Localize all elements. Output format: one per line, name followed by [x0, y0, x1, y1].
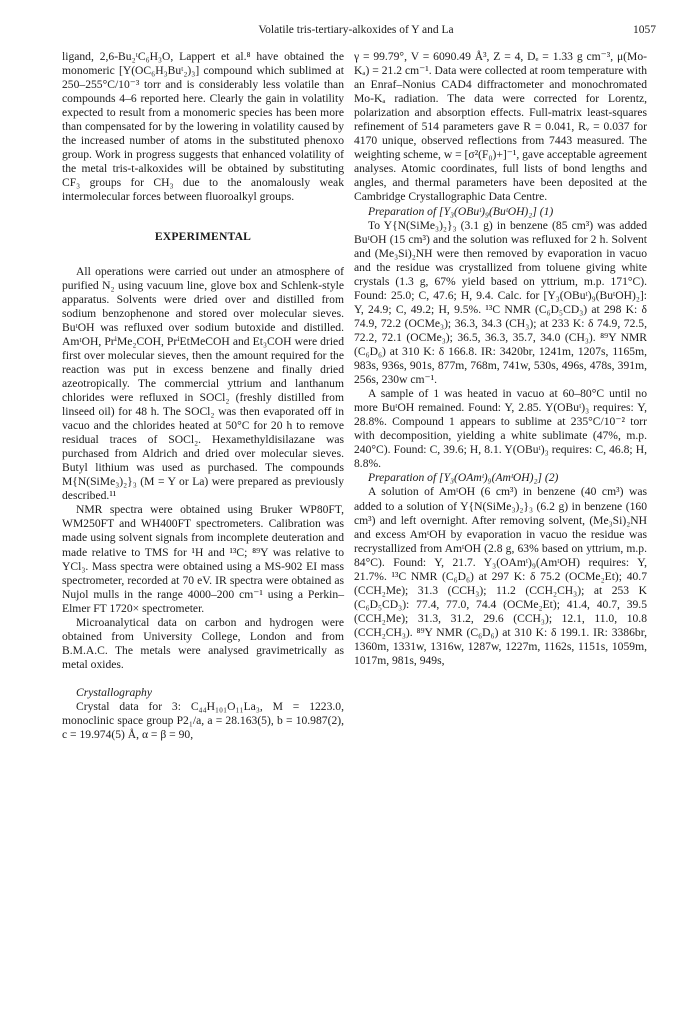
page-number: 1057	[633, 24, 656, 36]
experimental-paragraph-3: Microanalytical data on carbon and hydrogen were obtained from University College, London and from B.M.A.C. The metals were analysed gravimetrically as metal oxides.	[62, 615, 344, 671]
right-column	[354, 50, 647, 668]
preparation-1-paragraph-2: A sample of 1 was heated in vacuo at 60–80°C until no more BuᵗOH remained. Found: Y, 2.85. Y(OBuᵗ)₃ requires: Y, 28.8%. Compound 1 appears to sublime at 235°C/10⁻² torr with decomposition, yielding a white sublimate (47%, m.p. 240°C). Found: C, 39.6; H, 8.1. Y(OBuᵗ)₃ requires: C, 46.8; H, 8.8%.	[354, 387, 647, 471]
running-title: Volatile tris-tertiary-alkoxides of Y and La	[258, 24, 454, 36]
running-header	[56, 24, 656, 42]
experimental-heading: EXPERIMENTAL	[154, 229, 252, 243]
preparation-2-heading: Preparation of [Y₃(OAmᵗ)₉(AmᵗOH)₂] (2)	[368, 471, 559, 485]
experimental-paragraph-2: NMR spectra were obtained using Bruker WP80FT, WM250FT and WH400FT spectrometers. Calibration was made using solvent signals from incomplete deuteration and made relative to TMS for ¹H and ¹³C; ⁸⁹Y was relative to YCl₃. Mass spectra were obtained using a MS-902 EI mass spectrometer, recorded at 70 eV. IR spectra were obtained as Nujol mulls in the range 4000–200 cm⁻¹ using a Perkin–Elmer FT 1720× spectrometer.	[62, 503, 344, 615]
preparation-1-paragraph-1: To Y{N(SiMe₃)₂}₃ (3.1 g) in benzene (85 cm³) was added BuᵗOH (15 cm³) and the solution was refluxed for 2 h. Solvent and (Me₃Si)₂NH were then removed by evaporation in vacuo and the residue was crystallized from toluene giving white crystals (1.3 g, 67% yield based on yttrium, m.p. 171°C). Found: 25.0; C, 47.6; H, 9.4. Calc. for [Y₃(OBuᵗ)₉(BuᵗOH)₂]: Y, 24.9; C, 49.2; H, 9.5%. ¹³C NMR (C₆D₅CD₃) at 298 K: δ 74.9, 72.2 (OCMe₃); 36.3, 34.3 (CH₃); at 233 K: δ 74.9, 72.5, 72.2, 72.1 (OCMe₃); 36.5, 36.3, 35.7, 34.0 (CH₃). ⁸⁹Y NMR (C₆D₆) at 310 K: δ 166.8. IR: 3420br, 1241m, 1207s, 1165m, 983s, 936s, 901s, 877m, 768m, 741w, 530s, 496s, 478s, 391m, 256s, 230w cm⁻¹.	[354, 218, 647, 387]
crystallography-paragraph: Crystal data for 3: C₄₄H₁₀₁O₁₁La₃, M = 1223.0, monoclinic space group P2₁/a, a = 28.163(5), b = 10.987(2), c = 19.974(5) Å, α = β = 90,	[62, 699, 344, 742]
experimental-paragraph-1: All operations were carried out under an atmosphere of purified N₂ using vacuum line, glove box and Schlenk-style apparatus. Solvents were dried over and distilled from sodium benzophenone and stored over molecular sieves. BuᵗOH was refluxed over sodium butoxide and distilled. AmᵗOH, PrⁱMe₂COH, PrⁱEtMeCOH and Et₃COH were dried first over molecular sieves, then the amount required for the reaction was put in excess benzene and finally dried azeotropically. The commercial yttrium and lanthanum chlorides were refluxed in SOCl₂ (freshly distilled from linseed oil) for 48 h. The SOCl₂ was then evaporated off in vacuo and the chlorides heated at 50°C for 20 h to remove residual traces of SOCl₂. Hexamethyldisilazane was purchased from Aldrich and dried over molecular sieves. Butyl lithium was used as purchased. The compounds M{N(SiMe₃)₂}₃ (M = Y or La) were prepared as previously described.¹¹	[62, 264, 344, 503]
preparation-1-heading: Preparation of [Y₃(OBuᵗ)₉(BuᵗOH)₂] (1)	[368, 204, 554, 218]
crystallography-continued: γ = 99.79°, V = 6090.49 Å³, Z = 4, Dₑ = 1.33 g cm⁻³, μ(Mo-Kₐ) = 21.2 cm⁻¹. Data were collected at room temperature with an Enraf–Nonius CAD4 diffractometer and monochromated Mo-Kₐ radiation. The data were corrected for Lorentz, polarization and absorption effects. Full-matrix least-squares refinement of 514 parameters gave R = 0.041, Rᵥ = 0.037 for 4170 unique, observed reflections from 7443 measured. The weighting scheme, w = [σ²(F₀)+]⁻¹, gave acceptable agreement analyses. Atomic coordinates, full lists of bond lengths and angles, and thermal parameters have been deposited at the Cambridge Crystallographic Data Centre.	[354, 50, 647, 204]
left-column	[62, 50, 344, 742]
intro-paragraph: ligand, 2,6-Bu₂ᵗC₆H₃O, Lappert et al.⁸ have obtained the monomeric [Y(OC₆H₃Buᵗ₂)₃] compound which sublimed at 250–255°C/10⁻³ torr and is considerably less volatile than compounds 4–6 reported here. Clearly the gain in volatility expected to result from a monomeric species has been more than compensated for by the lowering in volatility caused by the increased number of atoms in the substituted phenoxo group. Work in progress suggests that enhanced volatility of the metal tris-t-alkoxides will be obtained by substituting CF₃ groups for CH₃ due to the anomalously weak intermolecular forces between fluoroalkyl groups.	[62, 50, 344, 204]
crystallography-heading: Crystallography	[76, 685, 153, 699]
preparation-2-paragraph-1: A solution of AmᵗOH (6 cm³) in benzene (40 cm³) was added to a solution of Y{N(SiMe₃)₂}₃ (6.2 g) in benzene (160 cm³) and left overnight. After removing solvent, (Me₃Si)₂NH and excess AmᵗOH by evaporation in vacuo the residue was recrystallized from AmᵗOH (2.8 g, 63% based on yttrium, m.p. 84°C). Found: Y, 21.7. Y₃(OAmᵗ)₉(AmᵗOH) requires: Y, 21.7%. ¹³C NMR (C₆D₆) at 297 K: δ 75.2 (OCMe₂Et); 40.7 (CCH₂Me); 31.3 (CCH₃); 11.2 (CCH₂CH₃); at 253 K (C₆D₅CD₃): 77.4, 77.0, 74.4 (OCMe₂Et); 41.4, 40.7, 39.5 (CCH₂Me); 31.3, 31.2, 29.6 (CCH₃); 12.1, 11.0, 10.8 (CCH₂CH₃). ⁸⁹Y NMR (C₆D₆) at 310 K: δ 199.1. IR: 3386br, 1360m, 1331w, 1316w, 1287w, 1227m, 1162s, 1151s, 1059m, 1017m, 981s, 949s,	[354, 485, 647, 668]
